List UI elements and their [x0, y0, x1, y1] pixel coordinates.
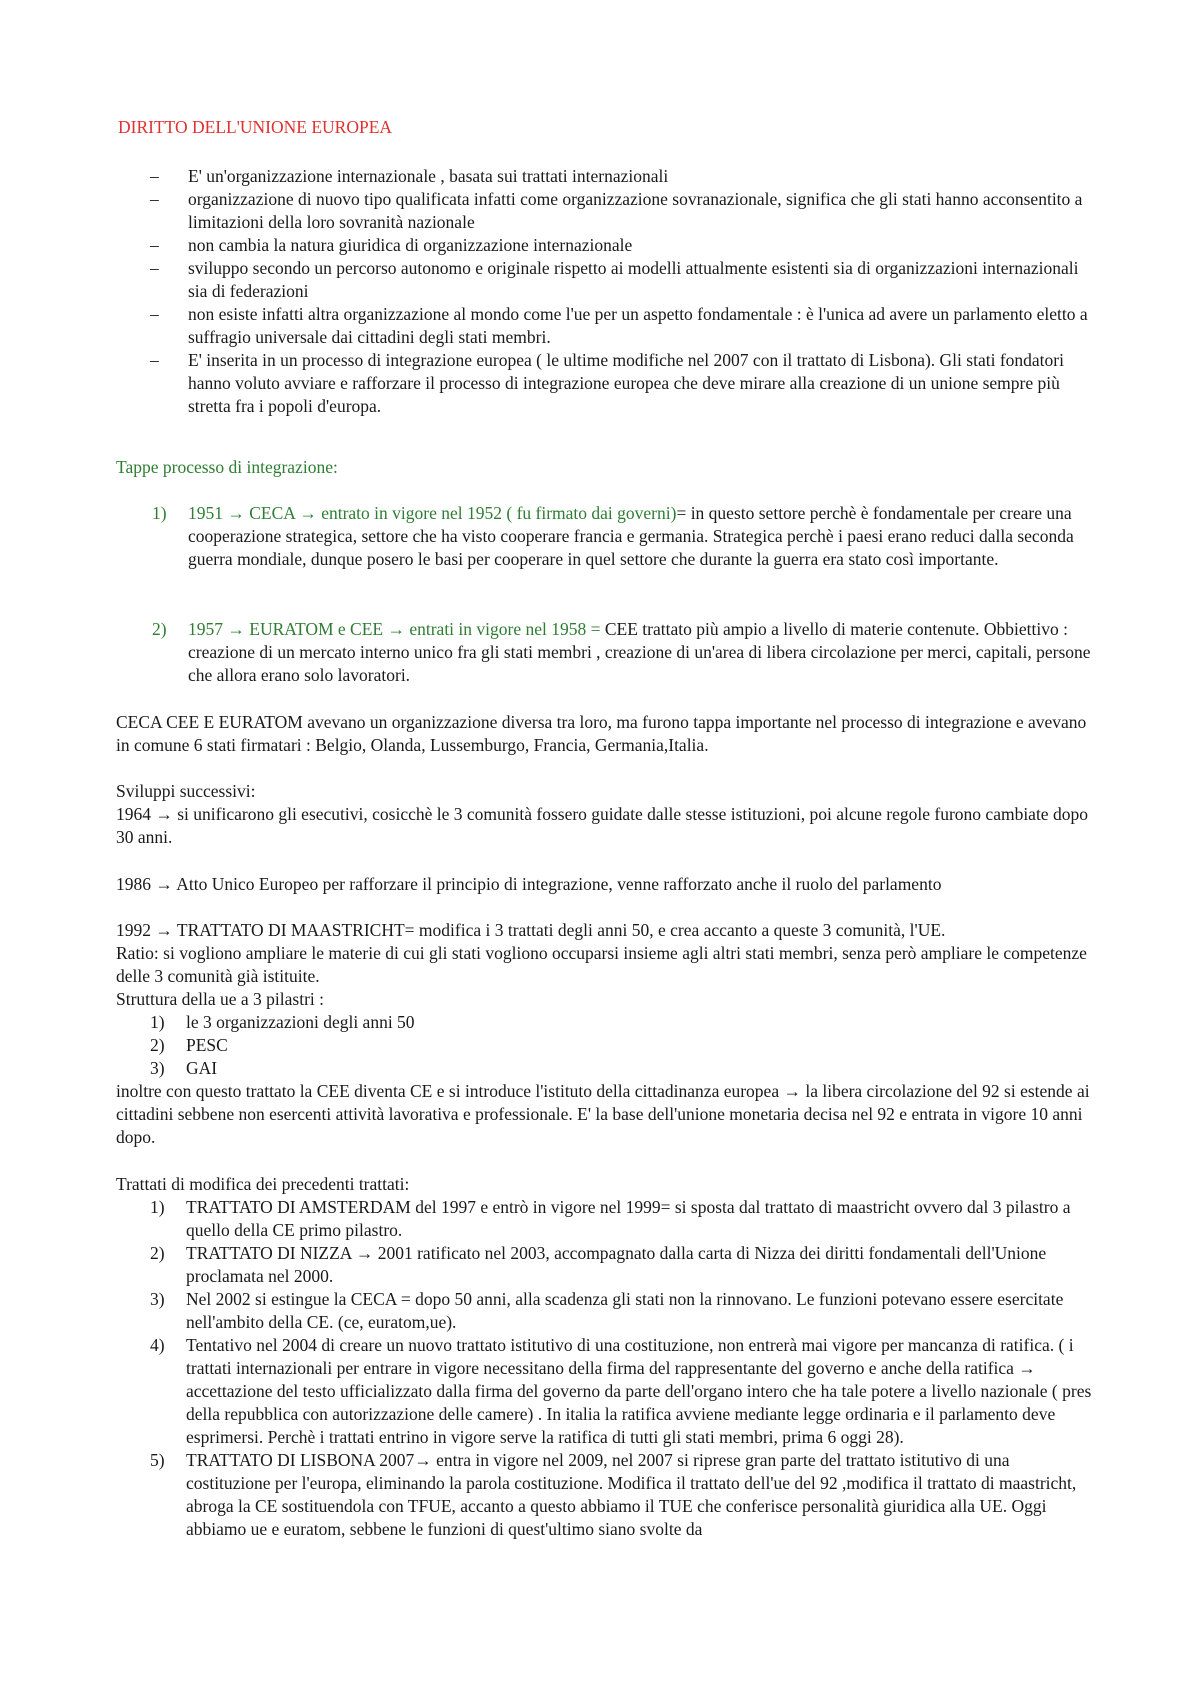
list-item: 5) TRATTATO DI LISBONA 2007→ entra in vigore nel 2009, nel 2007 si riprese gran parte del trattato istitutivo di una costituzione per l'europa, eliminando la parola costituzione. Modifica il trattato dell'ue del 92 ,modifica il trattato di maastricht, abroga la CE sostituendola con TFUE, accanto a questo abbiamo il TUE che conferisce personalità giuridica alla UE. Oggi abbiamo ue e euratom, sebbene le funzioni di quest'ultimo siano svolte da — [150, 1450, 1077, 1539]
list-marker: – — [150, 235, 159, 255]
stage-item — [118, 502, 1098, 571]
section-subheading: Tappe processo di integrazione: — [116, 457, 338, 477]
stage-item — [118, 618, 1098, 687]
list-marker: 1) — [150, 1197, 165, 1217]
list-marker: 2) — [150, 1035, 165, 1055]
stage-text: = in questo settore perchè è fondamentale per creare una cooperazione strategica, settore che ha visto cooperare francia e germania. Strategica perchè i paesi erano reduci dalla seconda guerra mondiale, dunque posero le basi per cooperare in quel settore che durante la guerra era stato così importante. — [188, 503, 1074, 569]
stage-highlight: 1957 → EURATOM e CEE → entrati in vigore nel 1958 = — [188, 619, 605, 639]
list-item: – organizzazione di nuovo tipo qualificata infatti come organizzazione sovranazionale, significa che gli stati hanno acconsentito a limitazioni della loro sovranità nazionale — [150, 189, 1083, 232]
list-item: – E' inserita in un processo di integrazione europea ( le ultime modifiche nel 2007 con il trattato di Lisbona). Gli stati fondatori hanno voluto avviare e rafforzare il processo di integrazione europea che deve mirare alla creazione di un unione sempre più stretta fra i popoli d'europa. — [150, 350, 1064, 416]
list-marker: – — [150, 166, 159, 186]
stage-marker: 1) — [152, 503, 167, 523]
document-title: DIRITTO DELL'UNIONE EUROPEA — [118, 117, 393, 137]
paragraph-1964: 1964 → si unificarono gli esecutivi, cosicchè le 3 comunità fossero guidate dalle stesse istituzioni, poi alcune regole furono cambiate dopo 30 anni. — [116, 804, 1088, 847]
maastricht-section — [116, 919, 1096, 1149]
stage-text: CEE trattato più ampio a livello di materie contenute. Obbiettivo : creazione di un mercato interno unico fra gli stati membri , creazione di un'area di libera circolazione per merci, capitali, persone che allora erano solo lavoratori. — [188, 619, 1091, 685]
list-item: 1) TRATTATO DI AMSTERDAM del 1997 e entrò in vigore nel 1999= si sposta dal trattato di maastricht ovvero dal 3 pilastro a quello della CE primo pilastro. — [150, 1197, 1071, 1240]
intro-list — [118, 165, 1098, 418]
list-item: 1) le 3 organizzazioni degli anni 50 — [150, 1012, 415, 1032]
list-item: 4) Tentativo nel 2004 di creare un nuovo trattato istitutivo di una costituzione, non entrerà mai vigore per mancanza di ratifica. ( i trattati internazionali per entrare in vigore necessitano della firma del rappresentante del governo e anche della ratifica → accettazione del testo ufficializzato dalla firma del governo da parte dell'organo intero che ha tale potere a livello nazionale ( pres della repubblica con autorizzazione delle camere) . In italia la ratifica avviene mediante legge ordinaria e il parlamento deve esprimersi. Perchè i trattati entrino in vigore serve la ratifica di tutti gli stati membri, prima 6 oggi 28). — [150, 1335, 1092, 1447]
sviluppi-label: Sviluppi successivi: — [116, 781, 256, 801]
list-marker: 2) — [150, 1243, 165, 1263]
list-item: 2) PESC — [150, 1035, 228, 1055]
list-item: 3) GAI — [150, 1058, 218, 1078]
trattati-label: Trattati di modifica dei precedenti trattati: — [116, 1174, 410, 1194]
pilastri-list — [116, 1011, 1096, 1080]
maastricht-struttura: Struttura della ue a 3 pilastri : — [116, 989, 325, 1009]
list-marker: 5) — [150, 1450, 165, 1470]
list-item: – non esiste infatti altra organizzazione al mondo come l'ue per un aspetto fondamentale : è l'unica ad avere un parlamento eletto a suffragio universale dai cittadini degli stati membri. — [150, 304, 1088, 347]
stage-highlight: 1951 → CECA → entrato in vigore nel 1952 ( fu firmato dai governi) — [188, 503, 677, 523]
list-item: 3) Nel 2002 si estingue la CECA = dopo 50 anni, alla scadenza gli stati non la rinnovano. Le funzioni potevano essere esercitate nell'ambito della CE. (ce, euratom,ue). — [150, 1289, 1064, 1332]
list-item: – sviluppo secondo un percorso autonomo e originale rispetto ai modelli attualmente esistenti sia di organizzazioni internazionali sia di federazioni — [150, 258, 1079, 301]
list-item: – non cambia la natura giuridica di organizzazione internazionale — [150, 235, 633, 255]
list-marker: 3) — [150, 1289, 165, 1309]
list-marker: 3) — [150, 1058, 165, 1078]
list-marker: 1) — [150, 1012, 165, 1032]
list-marker: – — [150, 189, 159, 209]
list-item: – E' un'organizzazione internazionale , basata sui trattati internazionali — [150, 166, 669, 186]
trattati-section — [116, 1173, 1096, 1541]
paragraph-1986: 1986 → Atto Unico Europeo per rafforzare il principio di integrazione, venne rafforzato anche il ruolo del parlamento — [116, 874, 942, 894]
maastricht-ratio: Ratio: si vogliono ampliare le materie di cui gli stati vogliono occuparsi insieme agli altri stati membri, senza però ampliare le competenze delle 3 comunità già istituite. — [116, 943, 1087, 986]
paragraph-ceca: CECA CEE E EURATOM avevano un organizzazione diversa tra loro, ma furono tappa importante nel processo di integrazione e avevano in comune 6 stati firmatari : Belgio, Olanda, Lussemburgo, Francia, Germania,Italia. — [116, 712, 1087, 755]
list-marker: – — [150, 304, 159, 324]
trattati-list — [116, 1196, 1096, 1541]
maastricht-line: 1992 → TRATTATO DI MAASTRICHT= modifica i 3 trattati degli anni 50, e crea accanto a queste 3 comunità, l'UE. — [116, 920, 946, 940]
list-marker: 4) — [150, 1335, 165, 1355]
stage-marker: 2) — [152, 619, 167, 639]
list-marker: – — [150, 350, 159, 370]
maastricht-inoltre: inoltre con questo trattato la CEE diventa CE e si introduce l'istituto della cittadinanza europea → la libera circolazione del 92 si estende ai cittadini sebbene non esercenti attività lavorativa e professionale. E' la base dell'unione monetaria decisa nel 92 e entrata in vigore 10 anni dopo. — [116, 1081, 1090, 1147]
list-marker: – — [150, 258, 159, 278]
list-item: 2) TRATTATO DI NIZZA → 2001 ratificato nel 2003, accompagnato dalla carta di Nizza dei diritti fondamentali dell'Unione proclamata nel 2000. — [150, 1243, 1047, 1286]
